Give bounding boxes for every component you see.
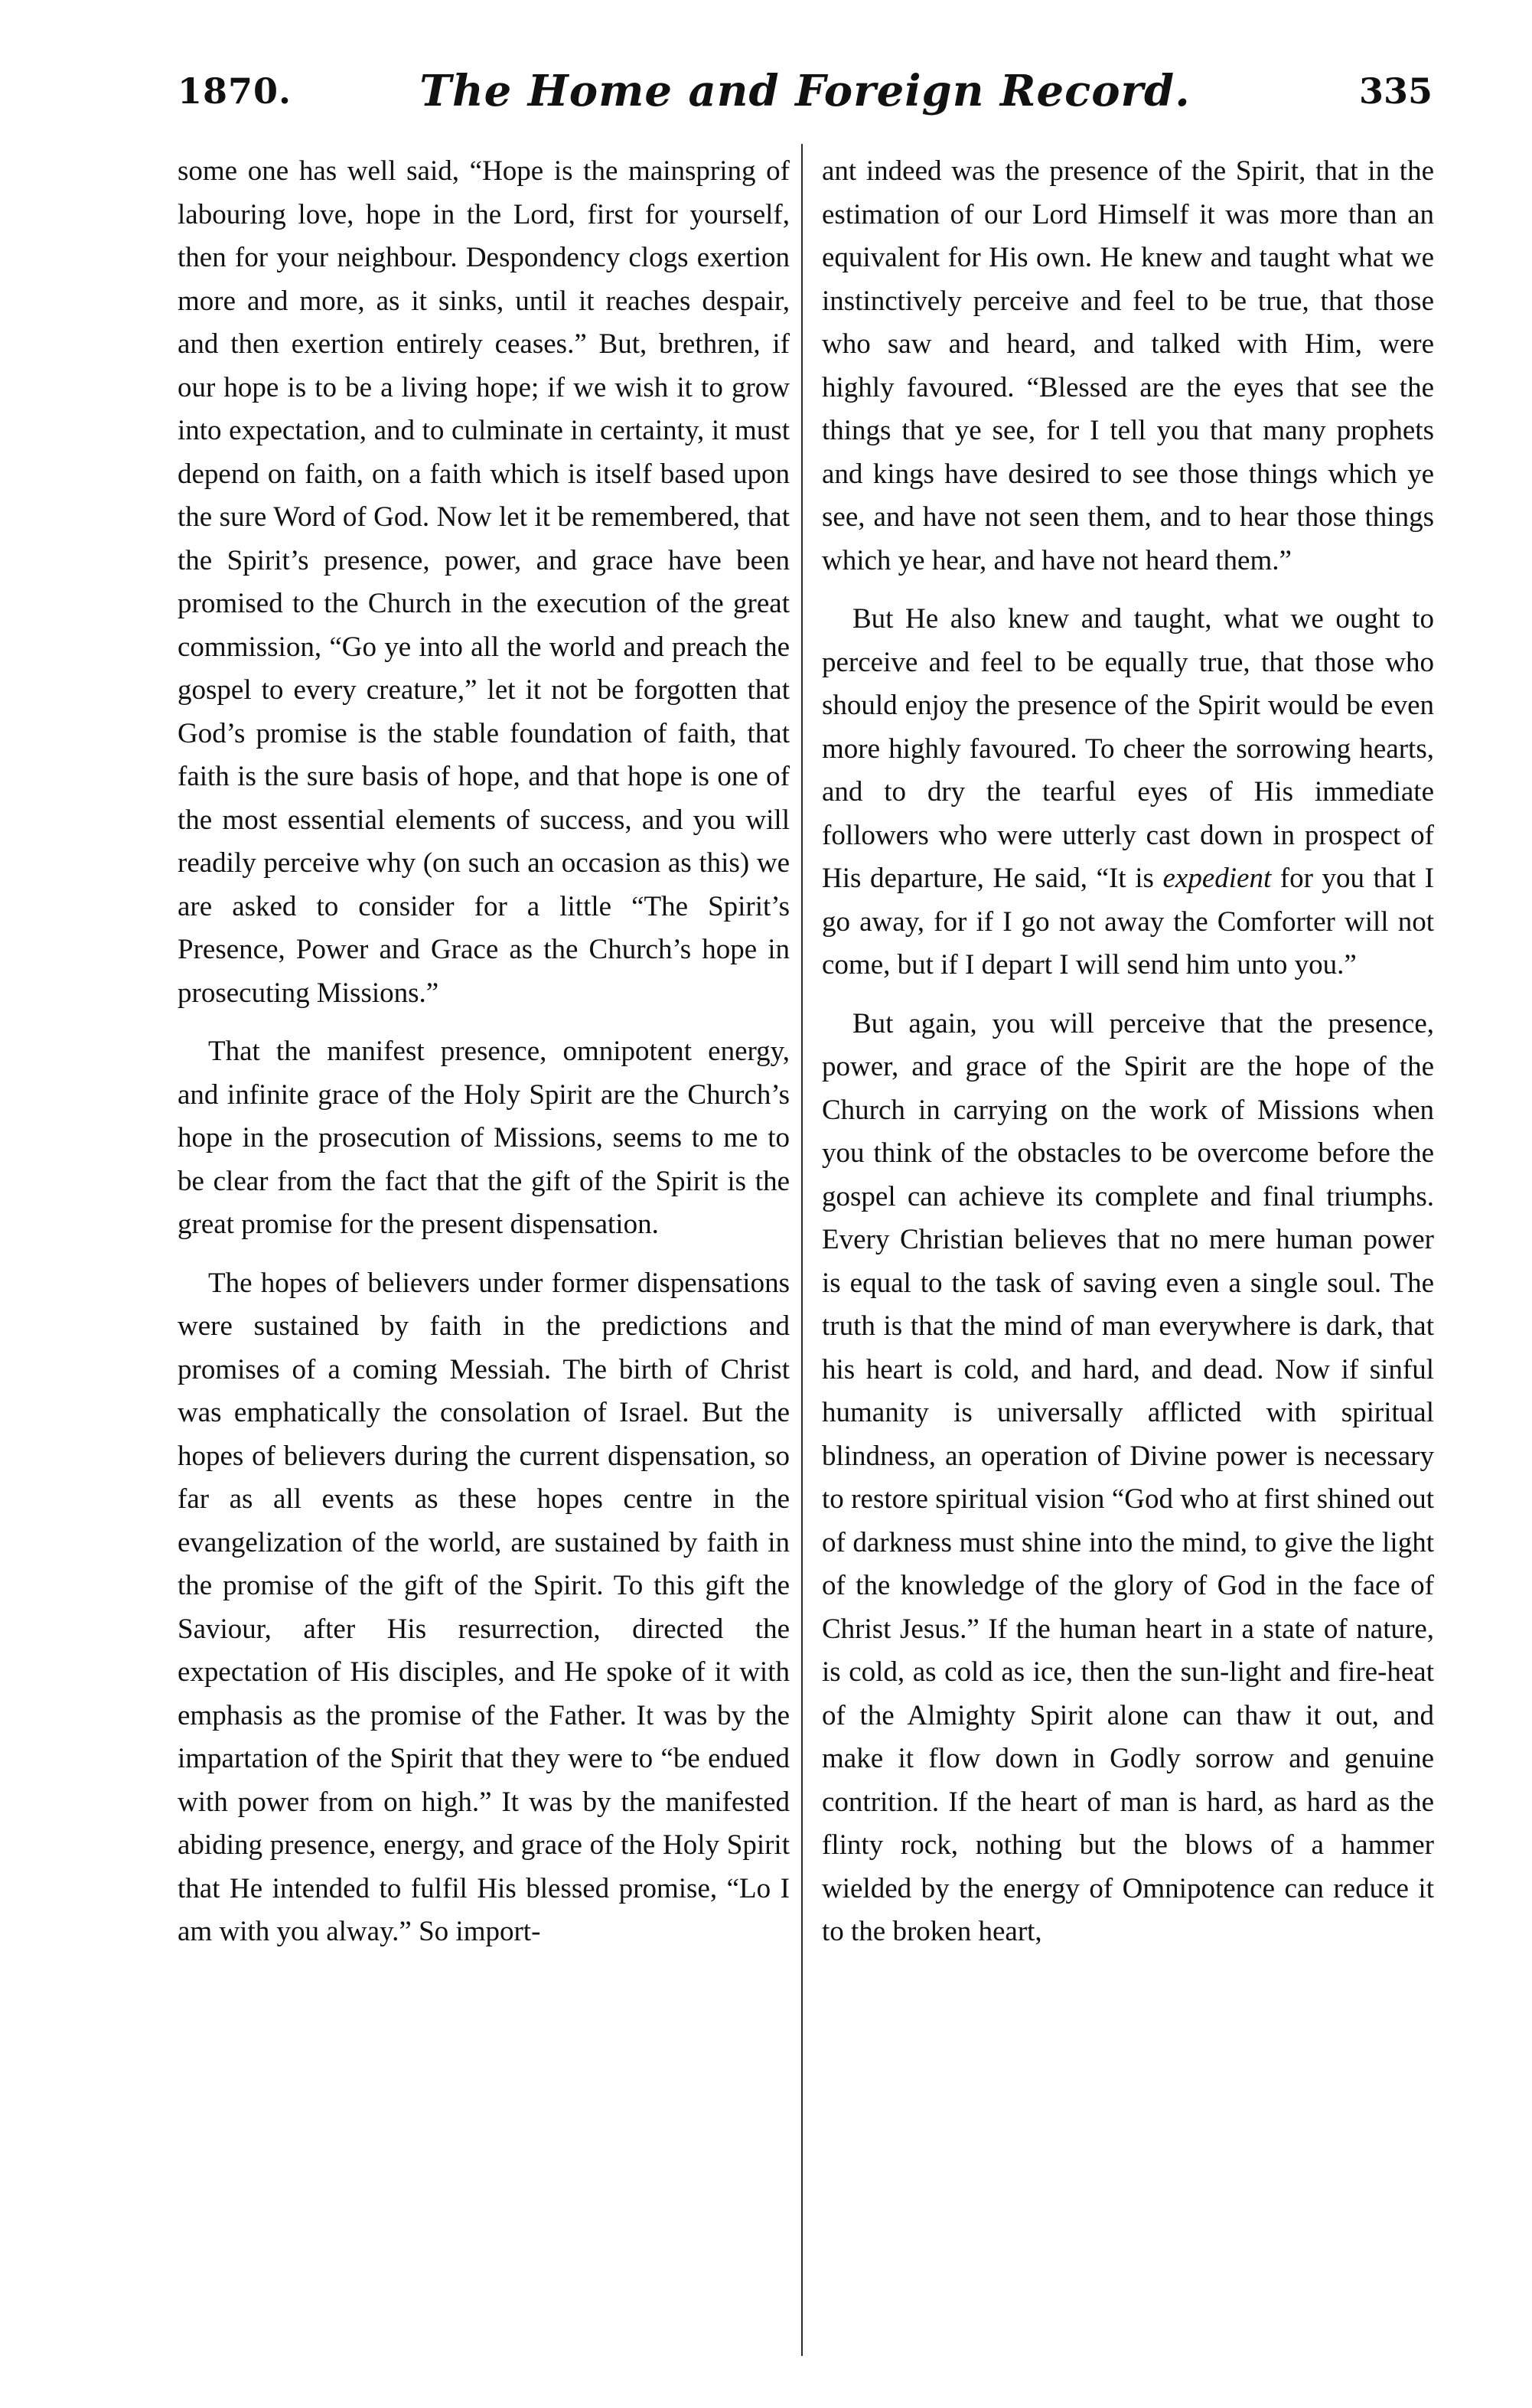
running-header	[178, 66, 1433, 132]
right-paragraph-2	[822, 598, 1434, 987]
journal-title: The Home and Foreign Record.	[419, 66, 1191, 116]
right-paragraph-2-start: But He also knew and taught, what we ought to perceive and feel to be equally true, that those who should enjoy the presence of the Spirit would be even more highly favoured. To cheer the sorrowing hearts, and to dry the tearful eyes of His immediate followers who were utterly cast down in prospect of His departure, He said, “It is	[822, 603, 1434, 894]
left-paragraph-3: The hopes of believers under former dispensations were sustained by faith in the predictions and promises of a coming Messiah. The birth of Christ was emphatically the consolation of Israel. But the hopes of believers during the current dispensation, so far as all events as these hopes centre in the evangelization of the world, are sustained by faith in the promise of the gift of the Spirit. To this gift the Saviour, after His resurrection, directed the expectation of His disciples, and He spoke of it with emphasis as the promise of the Father. It was by the impartation of the Spirit that they were to “be endued with power from on high.” It was by the manifested abiding presence, energy, and grace of the Holy Spirit that He intended to fulfil His blessed promise, “Lo I am with you alway.” So import-	[178, 1267, 790, 1947]
left-column	[178, 150, 790, 1969]
header-year: 1870.	[178, 70, 292, 112]
right-paragraph-1: ant indeed was the presence of the Spirit, that in the estimation of our Lord Himself it was more than an equivalent for His own. He knew and taught what we instinctively perceive and feel to be true, that those who saw and heard, and talked with Him, were highly favoured. “Blessed are the eyes that see the things that ye see, for I tell you that many prophets and kings have desired to see those things which ye see, and have not seen them, and to hear those things which ye hear, and have not heard them.”	[822, 155, 1434, 576]
left-paragraph-2: That the manifest presence, omnipotent energy, and infinite grace of the Holy Spirit are the Church’s hope in the prosecution of Missions, seems to me to be clear from the fact that the gift of the Spirit is the great promise for the present dispensation.	[178, 1036, 790, 1240]
page-number: 335	[1358, 70, 1433, 112]
right-paragraph-3: But again, you will perceive that the presence, power, and grace of the Spirit are the hope of the Church in carrying on the work of Missions when you think of the obstacles to be overcome before the gospel can achieve its complete and final triumphs. Every Christian believes that no mere human power is equal to the task of saving even a single soul. The truth is that the mind of man everywhere is dark, that his heart is cold, and hard, and dead. Now if sinful humanity is universally afflicted with spiritual blindness, an operation of Divine power is necessary to restore spiritual vision “God who at first shined out of darkness must shine into the mind, to give the light of the knowledge of the glory of God in the face of Christ Jesus.” If the human heart in a state of nature, is cold, as cold as ice, then the sun-light and fire-heat of the Almighty Spirit alone can thaw it out, and make it flow down in Godly sorrow and genuine contrition. If the heart of man is hard, as hard as the flinty rock, nothing but the blows of a hammer wielded by the energy of Omnipotence can reduce it to the broken heart,	[822, 1007, 1434, 1947]
column-divider	[801, 144, 803, 2356]
left-paragraph-1: some one has well said, “Hope is the mainspring of labouring love, hope in the Lord, first for yourself, then for your neighbour. Despondency clogs exertion more and more, as it sinks, until it reaches despair, and then exertion entirely ceases.” But, brethren, if our hope is to be a living hope; if we wish it to grow into expectation, and to culminate in certainty, it must depend on faith, on a faith which is itself based upon the sure Word of God. Now let it be remembered, that the Spirit’s presence, power, and grace have been promised to the Church in the execution of the great commission, “Go ye into all the world and preach the gospel to every creature,” let it not be forgotten that God’s promise is the stable foundation of faith, that faith is the sure basis of hope, and that hope is one of the most essential elements of success, and you will readily perceive why (on such an occasion as this) we are asked to consider for a little “The Spirit’s Presence, Power and Grace as the Church’s hope in prosecuting Missions.”	[178, 155, 790, 1009]
right-column	[822, 150, 1434, 1969]
right-paragraph-2-end: for you that I go away, for if I go not away the Comforter will not come, but if I depart I will send him unto you.”	[822, 863, 1434, 980]
emphasized-word: expedient	[1162, 863, 1272, 894]
